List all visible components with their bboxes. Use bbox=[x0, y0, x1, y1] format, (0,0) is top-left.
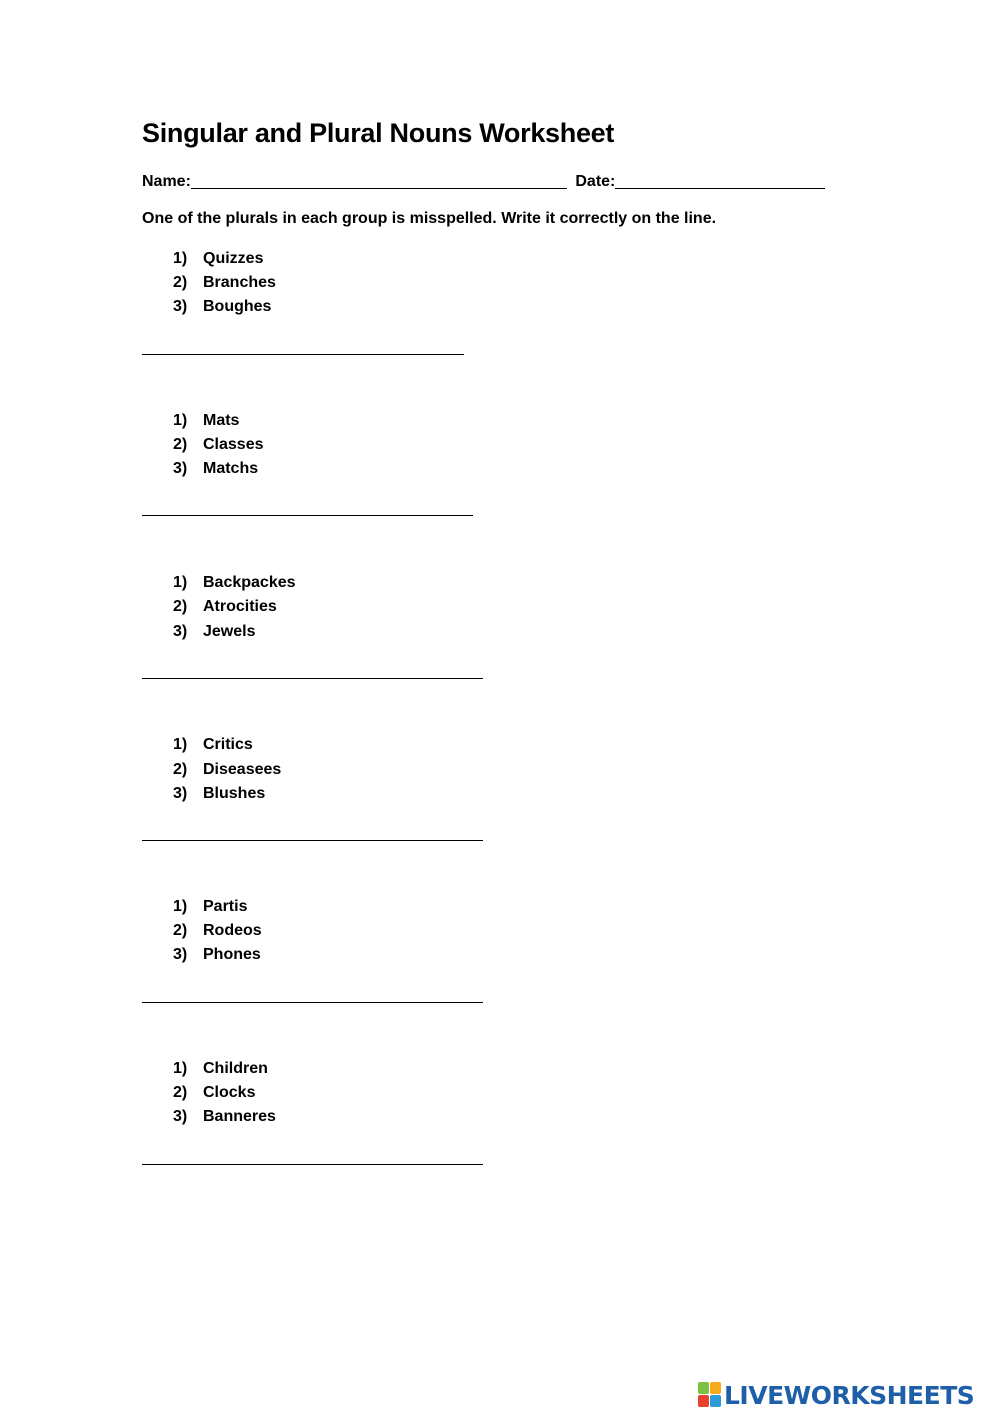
item-word: Mats bbox=[203, 412, 240, 429]
item-word: Boughes bbox=[203, 298, 272, 315]
item-word: Quizzes bbox=[203, 250, 264, 267]
item-number: 1) bbox=[173, 736, 188, 753]
list-item bbox=[173, 298, 271, 318]
item-number: 1) bbox=[173, 898, 188, 915]
list-item bbox=[173, 1108, 276, 1128]
item-number: 3) bbox=[173, 623, 188, 640]
answer-line[interactable] bbox=[142, 515, 473, 516]
item-word: Children bbox=[203, 1060, 268, 1077]
item-word: Jewels bbox=[203, 623, 256, 640]
answer-line[interactable] bbox=[142, 1002, 483, 1003]
list-item bbox=[173, 946, 261, 966]
list-item bbox=[173, 736, 253, 756]
item-word: Banneres bbox=[203, 1108, 276, 1125]
list-item bbox=[173, 598, 277, 618]
item-number: 1) bbox=[173, 250, 188, 267]
list-item bbox=[173, 460, 258, 480]
list-item bbox=[173, 574, 296, 594]
list-item bbox=[173, 274, 276, 294]
item-word: Phones bbox=[203, 946, 261, 963]
list-item bbox=[173, 761, 281, 781]
item-number: 2) bbox=[173, 598, 188, 615]
list-item bbox=[173, 785, 265, 805]
logo-square-icon bbox=[698, 1395, 709, 1407]
item-number: 2) bbox=[173, 1084, 188, 1101]
answer-line[interactable] bbox=[142, 1164, 483, 1165]
item-number: 2) bbox=[173, 922, 188, 939]
answer-line[interactable] bbox=[142, 354, 464, 355]
page-title: Singular and Plural Nouns Worksheet bbox=[142, 118, 615, 148]
item-word: Backpackes bbox=[203, 574, 296, 591]
list-item bbox=[173, 1060, 268, 1080]
date-label: Date: bbox=[575, 173, 616, 190]
logo-square-icon bbox=[710, 1395, 721, 1407]
answer-line[interactable] bbox=[142, 840, 483, 841]
list-item bbox=[173, 1084, 255, 1104]
item-word: Critics bbox=[203, 736, 253, 753]
item-word: Clocks bbox=[203, 1084, 256, 1101]
logo-square-icon bbox=[698, 1382, 709, 1394]
item-number: 3) bbox=[173, 460, 188, 477]
list-item bbox=[173, 250, 263, 270]
item-number: 1) bbox=[173, 1060, 188, 1077]
name-date-row bbox=[142, 172, 825, 191]
item-word: Classes bbox=[203, 436, 264, 453]
logo-mark-icon bbox=[698, 1382, 722, 1408]
item-number: 1) bbox=[173, 574, 188, 591]
logo-text: LIVEWORKSHEETS bbox=[724, 1380, 975, 1410]
name-field[interactable] bbox=[191, 172, 567, 189]
date-field[interactable] bbox=[615, 172, 825, 189]
item-word: Atrocities bbox=[203, 598, 277, 615]
item-number: 1) bbox=[173, 412, 188, 429]
item-number: 3) bbox=[173, 1108, 188, 1125]
item-word: Diseasees bbox=[203, 761, 282, 778]
item-number: 3) bbox=[173, 785, 188, 802]
item-number: 2) bbox=[173, 761, 188, 778]
item-word: Rodeos bbox=[203, 922, 262, 939]
item-number: 2) bbox=[173, 274, 188, 291]
list-item bbox=[173, 436, 264, 456]
list-item bbox=[173, 898, 247, 918]
item-word: Matchs bbox=[203, 460, 259, 477]
item-word: Partis bbox=[203, 898, 248, 915]
item-number: 3) bbox=[173, 946, 188, 963]
item-number: 2) bbox=[173, 436, 188, 453]
item-number: 3) bbox=[173, 298, 188, 315]
liveworksheets-logo bbox=[698, 1380, 974, 1410]
answer-line[interactable] bbox=[142, 678, 483, 679]
list-item bbox=[173, 922, 262, 942]
item-word: Branches bbox=[203, 274, 276, 291]
logo-square-icon bbox=[710, 1382, 721, 1394]
name-label: Name: bbox=[142, 173, 191, 190]
list-item bbox=[173, 623, 255, 643]
list-item bbox=[173, 412, 239, 432]
instructions: One of the plurals in each group is misspelled. Write it correctly on the line. bbox=[142, 210, 717, 227]
item-word: Blushes bbox=[203, 785, 266, 802]
